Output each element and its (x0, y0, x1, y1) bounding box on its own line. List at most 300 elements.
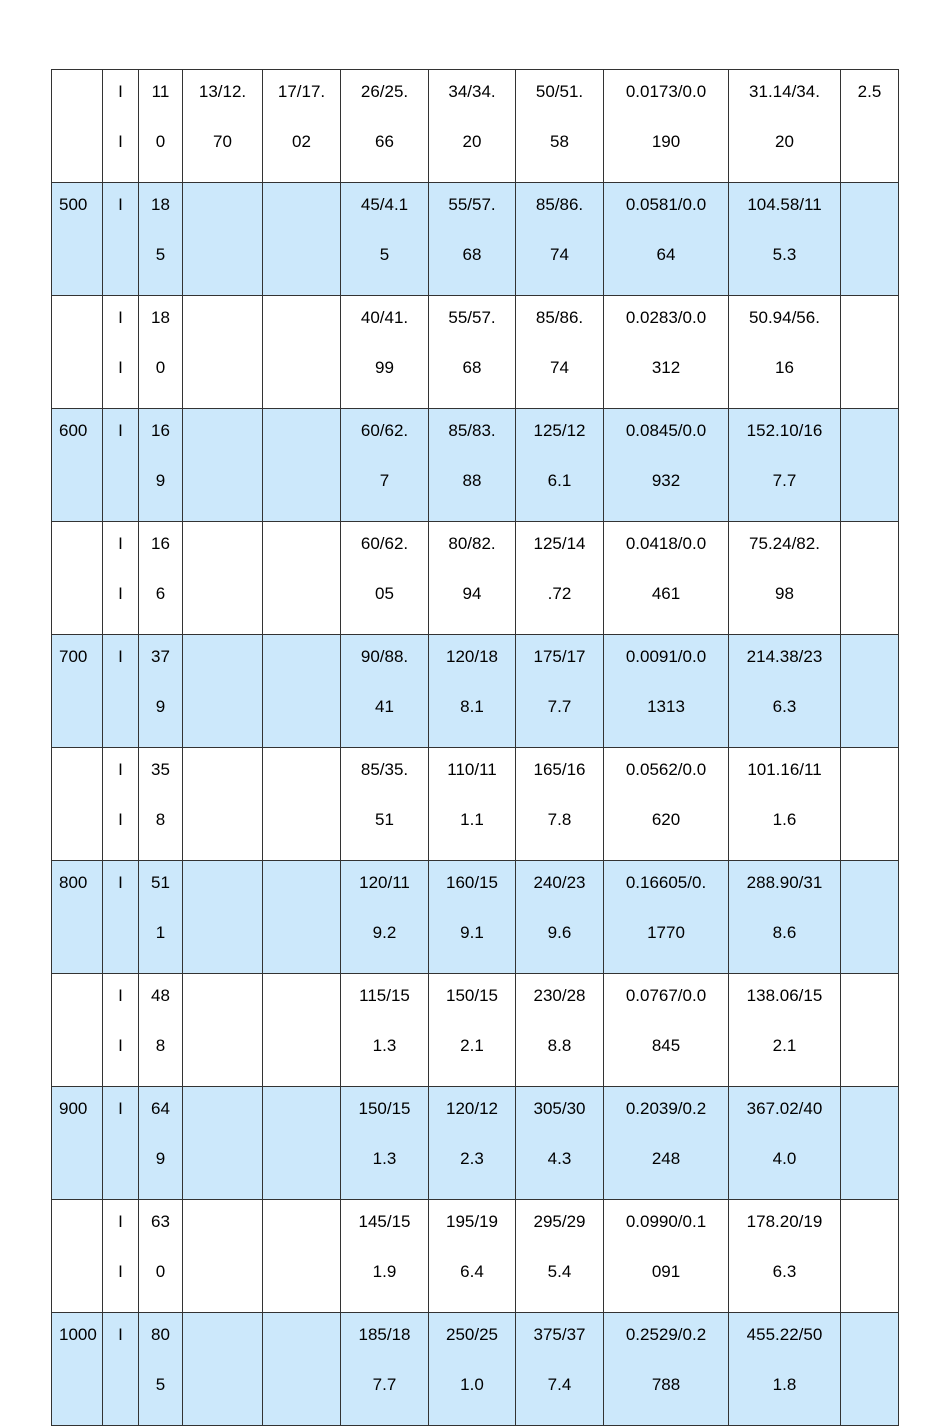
cell-line: 0.2529/0.2 (625, 1325, 707, 1344)
cell-line: 6.1 (547, 471, 572, 490)
cell-line: 8.8 (547, 1036, 572, 1055)
cell-c6 (429, 522, 516, 635)
cell-line (103, 471, 138, 521)
cell-line: 7.7 (372, 1375, 397, 1394)
cell-line (841, 1149, 898, 1199)
cell-line (263, 760, 340, 810)
cell-c10 (841, 1200, 899, 1313)
cell-c6 (429, 296, 516, 409)
cell-c1 (103, 861, 139, 974)
cell-c8 (604, 296, 729, 409)
cell-c3 (183, 409, 263, 522)
table-row (52, 1313, 899, 1426)
cell-line: 455.22/50 (746, 1325, 823, 1344)
cell-line: 64 (151, 1099, 170, 1118)
cell-line: 45/4.1 (360, 195, 409, 214)
cell-line: 190 (651, 132, 681, 151)
cell-line: 51 (151, 873, 170, 892)
table-row (52, 974, 899, 1087)
cell-line: 288.90/31 (746, 873, 823, 892)
cell-line (183, 195, 262, 245)
cell-line (183, 1375, 262, 1425)
cell-c3 (183, 861, 263, 974)
cell-line: 16 (151, 534, 170, 553)
cell-line: 40/41. (360, 308, 409, 327)
cell-line (263, 195, 340, 245)
cell-line: 312 (651, 358, 681, 377)
cell-line: I (118, 647, 123, 666)
cell-line: 8 (155, 1036, 166, 1055)
cell-c9 (729, 1313, 841, 1426)
cell-line: 0 (155, 358, 166, 377)
cell-c4 (263, 522, 341, 635)
cell-c10 (841, 1087, 899, 1200)
cell-line: 367.02/40 (746, 1099, 823, 1118)
cell-line: 800 (59, 873, 88, 892)
cell-line: 60/62. (360, 421, 409, 440)
cell-c7 (516, 861, 604, 974)
cell-c5 (341, 1087, 429, 1200)
cell-line: 0.2039/0.2 (625, 1099, 707, 1118)
cell-line: 900 (59, 1099, 88, 1118)
cell-line: 9 (155, 471, 166, 490)
cell-line: 1.0 (460, 1375, 484, 1394)
cell-line (841, 471, 898, 521)
cell-line (841, 132, 898, 182)
cell-line: 51 (375, 810, 394, 829)
cell-c1 (103, 1087, 139, 1200)
table-row (52, 409, 899, 522)
cell-c9 (729, 70, 841, 183)
cell-c10 (841, 974, 899, 1087)
cell-c10 (841, 183, 899, 296)
cell-line: 20 (462, 132, 482, 151)
cell-c10 (841, 296, 899, 409)
cell-line: 185/18 (358, 1325, 411, 1344)
cell-line: 1 (155, 923, 166, 942)
cell-line: 60/62. (360, 534, 409, 553)
cell-c2 (139, 409, 183, 522)
cell-line: 8.6 (772, 923, 797, 942)
cell-line: 9 (155, 697, 166, 716)
cell-line (183, 471, 262, 521)
cell-line: 138.06/15 (746, 986, 823, 1005)
cell-line: 845 (651, 1036, 681, 1055)
cell-line (183, 760, 262, 810)
cell-c8 (604, 183, 729, 296)
cell-c8 (604, 1313, 729, 1426)
cell-line (841, 245, 898, 295)
cell-line: 88 (462, 471, 482, 490)
cell-c3 (183, 1313, 263, 1426)
cell-c10 (841, 1313, 899, 1426)
cell-c5 (341, 409, 429, 522)
cell-c8 (604, 635, 729, 748)
cell-line (103, 923, 138, 973)
cell-c3 (183, 296, 263, 409)
cell-line: 0.0581/0.0 (625, 195, 707, 214)
cell-line (59, 1212, 102, 1262)
table-row (52, 861, 899, 974)
cell-line (841, 873, 898, 923)
cell-line (841, 358, 898, 408)
cell-c2 (139, 296, 183, 409)
spec-table (51, 69, 899, 1426)
cell-line: 1.1 (460, 810, 484, 829)
cell-line: I (118, 308, 123, 327)
cell-line: 13/12. (198, 82, 247, 101)
cell-c4 (263, 409, 341, 522)
cell-line (263, 873, 340, 923)
cell-line (841, 760, 898, 810)
cell-line: 1.9 (372, 1262, 397, 1281)
cell-line: 26/25. (360, 82, 409, 101)
cell-c8 (604, 748, 729, 861)
cell-line: 80/82. (448, 534, 496, 553)
cell-line: 230/28 (533, 986, 586, 1005)
cell-c2 (139, 522, 183, 635)
cell-line (263, 534, 340, 584)
cell-c4 (263, 183, 341, 296)
cell-line (841, 534, 898, 584)
cell-line (263, 584, 340, 634)
cell-c5 (341, 974, 429, 1087)
cell-line (183, 810, 262, 860)
cell-line: 5 (155, 245, 166, 264)
cell-line (841, 810, 898, 860)
table-row (52, 1087, 899, 1200)
cell-c5 (341, 748, 429, 861)
cell-line: 0.0418/0.0 (625, 534, 707, 553)
cell-line: 1.3 (372, 1036, 397, 1055)
cell-line: 6.4 (460, 1262, 484, 1281)
cell-line: 2.5 (857, 82, 882, 101)
cell-c3 (183, 522, 263, 635)
cell-line: I (118, 986, 123, 1005)
cell-line (183, 584, 262, 634)
cell-c6 (429, 1087, 516, 1200)
cell-line: 05 (375, 584, 394, 603)
cell-line: 5 (155, 1375, 166, 1394)
cell-c3 (183, 1087, 263, 1200)
cell-line (841, 1099, 898, 1149)
cell-c4 (263, 861, 341, 974)
cell-line (59, 308, 102, 358)
cell-line (263, 1212, 340, 1262)
cell-line: 0 (155, 132, 166, 151)
cell-line: 120/18 (446, 647, 498, 666)
cell-line: 85/35. (360, 760, 409, 779)
cell-c2 (139, 1313, 183, 1426)
cell-line (183, 421, 262, 471)
cell-c1 (103, 635, 139, 748)
cell-line: 0 (155, 1262, 166, 1281)
cell-line (263, 421, 340, 471)
cell-line: 620 (651, 810, 681, 829)
cell-line: I (118, 132, 123, 151)
cell-line: 125/12 (533, 421, 586, 440)
cell-line (841, 647, 898, 697)
cell-line: 8.1 (460, 697, 484, 716)
cell-line: 55/57. (448, 308, 496, 327)
cell-c2 (139, 974, 183, 1087)
cell-line: 1.3 (372, 1149, 397, 1168)
cell-line: 74 (550, 245, 569, 264)
cell-line: I (118, 1099, 123, 1118)
cell-line: 375/37 (533, 1325, 586, 1344)
cell-c10 (841, 70, 899, 183)
cell-line (263, 358, 340, 408)
cell-line (183, 923, 262, 973)
cell-line (103, 1375, 138, 1425)
cell-c4 (263, 1313, 341, 1426)
cell-line (59, 534, 102, 584)
cell-line: 55/57. (448, 195, 496, 214)
cell-c7 (516, 748, 604, 861)
cell-line: 165/16 (533, 760, 586, 779)
cell-line: 305/30 (533, 1099, 586, 1118)
cell-line (59, 986, 102, 1036)
cell-line (183, 1212, 262, 1262)
cell-c2 (139, 70, 183, 183)
cell-line: 932 (651, 471, 681, 490)
cell-line: 37 (151, 647, 170, 666)
cell-line: 120/11 (359, 873, 410, 892)
cell-c6 (429, 635, 516, 748)
cell-line (841, 584, 898, 634)
cell-line: 35 (151, 760, 170, 779)
cell-line: 0.0767/0.0 (625, 986, 707, 1005)
cell-line: .72 (547, 584, 572, 603)
cell-line: 85/83. (448, 421, 496, 440)
cell-line (263, 647, 340, 697)
cell-c6 (429, 409, 516, 522)
cell-line: 7.7 (547, 697, 572, 716)
cell-c6 (429, 70, 516, 183)
cell-line (841, 1036, 898, 1086)
cell-line: 500 (59, 195, 88, 214)
cell-line: 091 (651, 1262, 681, 1281)
cell-line: 110/11 (447, 760, 497, 779)
cell-line: 160/15 (446, 873, 498, 892)
cell-line: 248 (651, 1149, 681, 1168)
cell-line (183, 986, 262, 1036)
cell-line: 9 (155, 1149, 166, 1168)
cell-line: 66 (375, 132, 394, 151)
cell-c8 (604, 70, 729, 183)
cell-c10 (841, 522, 899, 635)
cell-line (103, 245, 138, 295)
cell-c10 (841, 409, 899, 522)
cell-line: 120/12 (446, 1099, 498, 1118)
cell-c8 (604, 861, 729, 974)
cell-line: 104.58/11 (747, 195, 822, 214)
cell-c2 (139, 183, 183, 296)
cell-line: 1.8 (772, 1375, 797, 1394)
cell-line: 5.3 (772, 245, 797, 264)
cell-line: I (118, 358, 123, 377)
cell-line (841, 923, 898, 973)
cell-line: 16 (775, 358, 794, 377)
cell-line: 788 (651, 1375, 681, 1394)
cell-line: 90/88. (360, 647, 409, 666)
cell-c9 (729, 1200, 841, 1313)
cell-line: 17/17. (277, 82, 326, 101)
cell-line: 2.1 (460, 1036, 484, 1055)
cell-line (183, 358, 262, 408)
cell-c2 (139, 1200, 183, 1313)
cell-size (52, 861, 103, 974)
cell-c4 (263, 635, 341, 748)
cell-c1 (103, 974, 139, 1087)
cell-line: 5.4 (547, 1262, 572, 1281)
cell-line: 152.10/16 (746, 421, 823, 440)
cell-size (52, 296, 103, 409)
cell-line (841, 697, 898, 747)
cell-line: 9.2 (372, 923, 397, 942)
cell-line: 50.94/56. (749, 308, 820, 327)
cell-c2 (139, 861, 183, 974)
cell-c4 (263, 748, 341, 861)
cell-c7 (516, 1200, 604, 1313)
cell-line: 7.8 (547, 810, 572, 829)
cell-c7 (516, 183, 604, 296)
cell-line (183, 1325, 262, 1375)
cell-c6 (429, 974, 516, 1087)
cell-line: 295/29 (533, 1212, 586, 1231)
cell-line (841, 986, 898, 1036)
cell-line: I (118, 1212, 123, 1231)
cell-line: 0.0990/0.1 (625, 1212, 707, 1231)
cell-line: 195/19 (446, 1212, 498, 1231)
cell-size (52, 1087, 103, 1200)
cell-line: 98 (775, 584, 794, 603)
table-row (52, 1200, 899, 1313)
cell-line: 125/14 (533, 534, 586, 553)
cell-size (52, 409, 103, 522)
cell-c1 (103, 748, 139, 861)
cell-line: I (118, 873, 123, 892)
cell-line: 240/23 (533, 873, 586, 892)
cell-line: 175/17 (533, 647, 586, 666)
cell-c4 (263, 974, 341, 1087)
cell-line: 70 (213, 132, 232, 151)
cell-c9 (729, 1087, 841, 1200)
table-row (52, 522, 899, 635)
cell-size (52, 183, 103, 296)
cell-size (52, 70, 103, 183)
cell-line: 80 (151, 1325, 170, 1344)
cell-c5 (341, 861, 429, 974)
cell-c3 (183, 1200, 263, 1313)
cell-c7 (516, 974, 604, 1087)
cell-line: 4.3 (547, 1149, 572, 1168)
cell-line: 34/34. (448, 82, 496, 101)
cell-c3 (183, 748, 263, 861)
table-row (52, 183, 899, 296)
cell-line (183, 534, 262, 584)
cell-size (52, 1200, 103, 1313)
cell-c1 (103, 70, 139, 183)
cell-c8 (604, 974, 729, 1087)
cell-c4 (263, 296, 341, 409)
cell-line: 68 (462, 358, 482, 377)
cell-line: 1.6 (772, 810, 797, 829)
cell-c5 (341, 296, 429, 409)
cell-line (841, 308, 898, 358)
cell-c9 (729, 296, 841, 409)
cell-line (841, 1325, 898, 1375)
cell-line: 18 (151, 308, 170, 327)
cell-line: 11 (151, 82, 170, 101)
cell-line: 7.4 (547, 1375, 572, 1394)
cell-size (52, 635, 103, 748)
cell-c7 (516, 635, 604, 748)
cell-line: 250/25 (446, 1325, 498, 1344)
cell-c6 (429, 1200, 516, 1313)
cell-line: 6.3 (772, 1262, 797, 1281)
cell-c10 (841, 635, 899, 748)
cell-line: 461 (651, 584, 681, 603)
cell-line (263, 1325, 340, 1375)
cell-line (103, 697, 138, 747)
cell-line: 31.14/34. (749, 82, 820, 101)
cell-line (263, 923, 340, 973)
cell-line (183, 245, 262, 295)
cell-line (263, 1149, 340, 1199)
cell-c1 (103, 1200, 139, 1313)
cell-line: I (118, 421, 123, 440)
cell-c2 (139, 748, 183, 861)
cell-line: 85/86. (535, 195, 584, 214)
cell-line: 6.3 (772, 697, 797, 716)
cell-line: 50/51. (535, 82, 584, 101)
cell-line: 74 (550, 358, 569, 377)
cell-line (183, 873, 262, 923)
cell-line (59, 82, 102, 132)
cell-line: 115/15 (359, 986, 410, 1005)
cell-line: 18 (151, 195, 170, 214)
cell-c5 (341, 70, 429, 183)
cell-c7 (516, 1087, 604, 1200)
cell-c8 (604, 522, 729, 635)
cell-line: 145/15 (358, 1212, 411, 1231)
cell-line: 150/15 (446, 986, 498, 1005)
cell-line (183, 1036, 262, 1086)
cell-line: 48 (151, 986, 170, 1005)
cell-line: I (118, 810, 123, 829)
cell-line: 7 (379, 471, 390, 490)
cell-line: 41 (375, 697, 394, 716)
cell-line (263, 245, 340, 295)
cell-c4 (263, 1087, 341, 1200)
cell-line: 0.16605/0. (625, 873, 707, 892)
cell-line: 9.1 (460, 923, 484, 942)
cell-line: 6 (155, 584, 166, 603)
cell-line: 99 (375, 358, 394, 377)
cell-line: 0.0173/0.0 (625, 82, 707, 101)
cell-line (263, 308, 340, 358)
cell-c7 (516, 1313, 604, 1426)
table-row (52, 635, 899, 748)
cell-line: 214.38/23 (746, 647, 823, 666)
cell-line: 58 (550, 132, 569, 151)
table-row (52, 748, 899, 861)
cell-line: I (118, 1262, 123, 1281)
cell-line (841, 1375, 898, 1425)
cell-line: I (118, 534, 123, 553)
cell-c6 (429, 748, 516, 861)
